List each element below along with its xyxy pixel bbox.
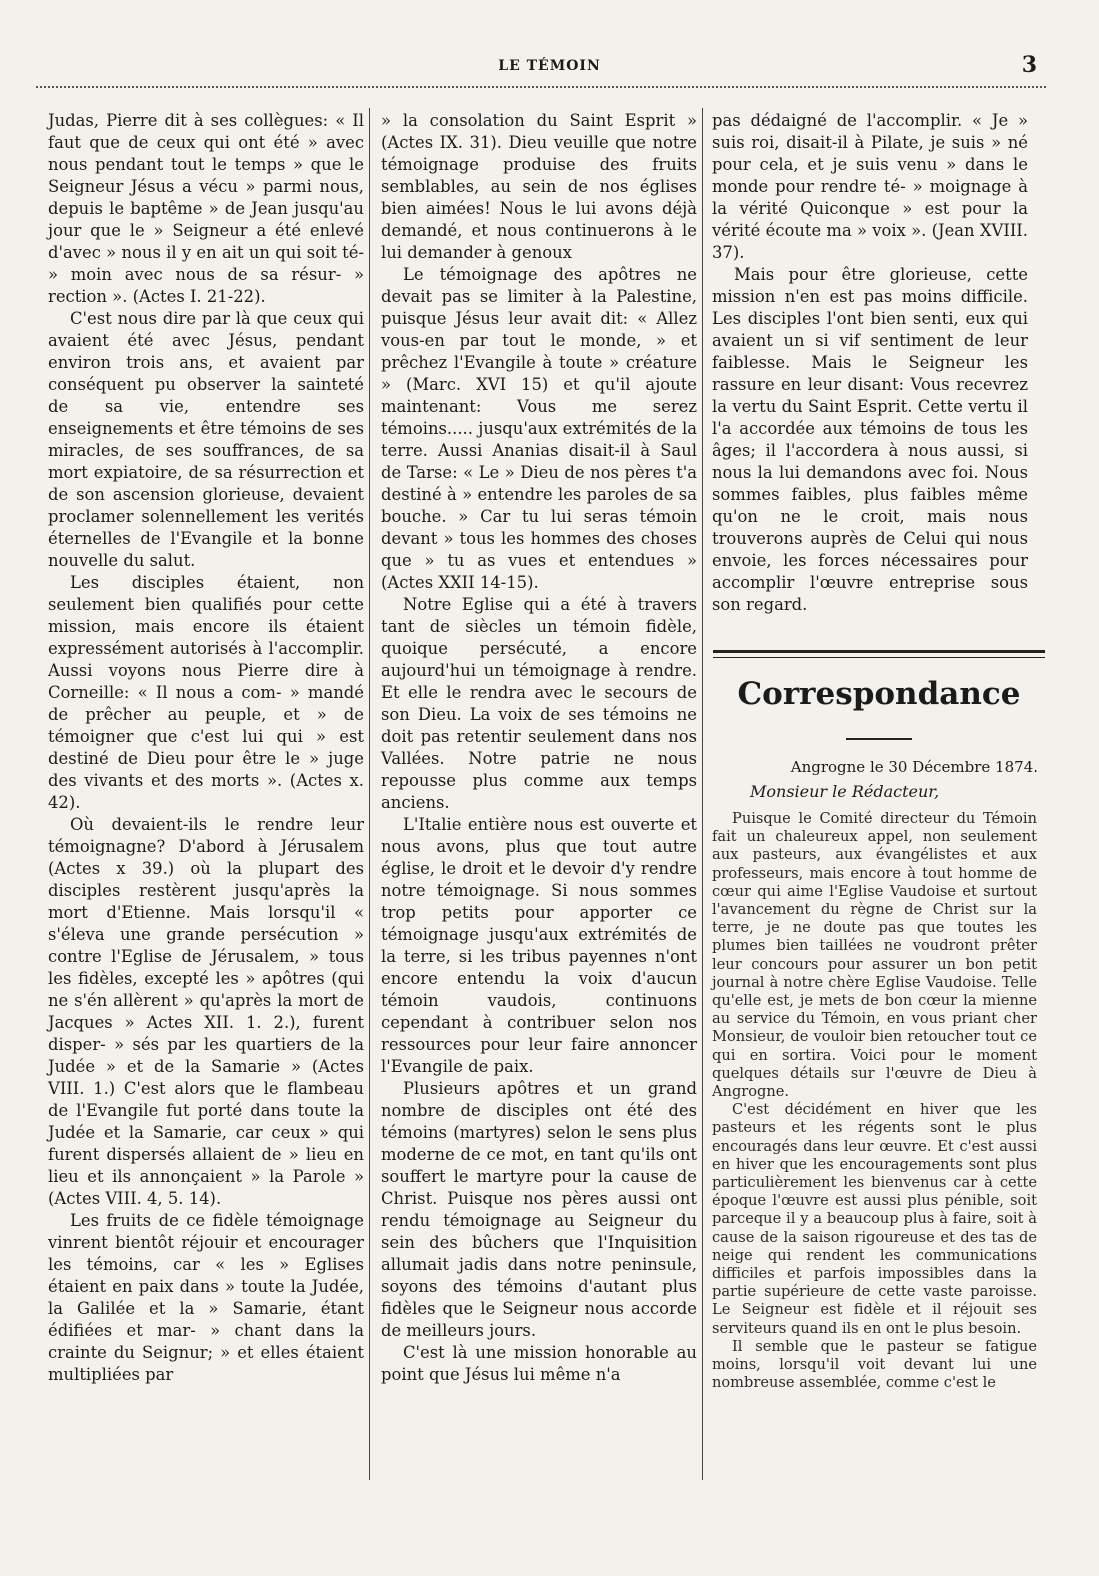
article-column-3: [712, 110, 1028, 616]
paragraph: Mais pour être glorieuse, cette mission n'en est pas moins difficile. Les disciples l'ont bien senti, eux qui avaient un si vif sentiment de leur faiblesse. Mais le Seigneur les rassure en leur disant: Vous recevrez la vertu du Saint Esprit. Cette vertu il l'a accordée aux témoins de tous les âges; il l'accordera à nous aussi, si nous la lui demandons avec foi. Nous sommes faibles, plus faibles même qu'on ne le croit, mais nous trouverons auprès de Celui qui nous envoie, les forces nécessaires pour accomplir l'œuvre entreprise sous son regard.: [712, 265, 1028, 614]
section-divider: [713, 650, 1045, 658]
paragraph: Judas, Pierre dit à ses collègues: « Il faut que de ceux qui ont été » avec nous pendant tout le temps » que le Seigneur Jésus a vécu » parmi nous, depuis le baptême » de Jean jusqu'au jour que le » Seigneur a été enlevé d'avec » nous il y en ait un qui soit té- » moin avec nous de sa résur- » rection ». (Actes I. 21-22).: [48, 111, 364, 306]
paragraph: C'est nous dire par là que ceux qui avaient été avec Jésus, pendant environ trois ans, et avaient par conséquent pu observer la sainteté de sa vie, entendre ses enseignements et être témoins de ses miracles, de ses souffrances, de sa mort expiatoire, de sa résurrection et de son ascension glorieuse, devaient proclamer solennellement les verités éternelles de l'Evangile et la bonne nouvelle du salut.: [48, 309, 364, 570]
paragraph: Les fruits de ce fidèle témoignage vinrent bientôt réjouir et encourager les témoins, car « les » Eglises étaient en paix dans » toute la Judée, la Galilée et la » Samarie, étant édifiées et mar- » chant dans la crainte du Seignur; » et elles étaient multipliées par: [48, 1211, 364, 1384]
letter-body: [712, 810, 1037, 1393]
page-number: 3: [1021, 52, 1037, 78]
paragraph: Puisque le Comité directeur du Témoin fait un chaleureux appel, non seulement aux pasteurs, aux évangélistes et aux professeurs, mais encore à tout homme de cœur qui aime l'Eglise Vaudoise et surtout l'avancement du règne de Christ sur la terre, je ne doute pas que toutes les plumes bien taillées ne voudront prêter leur concours pour assurer un bon petit journal à notre chère Eglise Vaudoise. Telle qu'elle est, je mets de bon cœur la mienne au service du Témoin, en vous priant cher Monsieur, de vouloir bien retoucher tout ce qui en sortira. Voici pour le moment quelques détails sur l'œuvre de Dieu à Angrogne.: [712, 810, 1037, 1101]
running-header: LE TÉMOIN: [498, 58, 601, 74]
header-rule: [36, 86, 1046, 90]
heading-rule: [846, 738, 912, 740]
paragraph: Où devaient-ils le rendre leur témoignagne? D'abord à Jérusalem (Actes x 39.) où la plupart des disciples restèrent jusqu'après la mort d'Etienne. Mais lorsqu'il « s'éleva une grande persécution » contre l'Eglise de Jérusalem, » tous les fidèles, excepté les » apôtres (qui ne s'én allèrent » qu'après la mort de Jacques » Actes XII. 1. 2.), furent disper- » sés par les quartiers de la Judée » et de la Samarie » (Actes VIII. 1.) C'est alors que le flambeau de l'Evangile fut porté dans toute la Judée et la Samarie, car ceux » qui furent dispersés allaient de » lieu en lieu et ils annonçaient » la Parole » (Actes VIII. 4, 5. 14).: [48, 815, 364, 1208]
paragraph: Notre Eglise qui a été à travers tant de siècles un témoin fidèle, quoique persécuté, a encore aujourd'hui un témoignage à rendre. Et elle le rendra avec le secours de son Dieu. La voix de ses témoins ne doit pas retentir seulement dans nos Vallées. Notre patrie ne nous repousse plus comme aux temps anciens.: [381, 595, 697, 812]
paragraph: Plusieurs apôtres et un grand nombre de disciples ont été des témoins (martyres) selon le sens plus moderne de ce mot, en tant qu'ils ont souffert le martyre pour la cause de Christ. Puisque nos pères aussi ont rendu témoignage au Seigneur du sein des bûchers que l'Inquisition allumait jadis dans notre peninsule, soyons des témoins d'autant plus fidèles que le Seigneur nous accorde de meilleurs jours.: [381, 1079, 697, 1340]
paragraph: Il semble que le pasteur se fatigue moins, lorsqu'il voit devant lui une nombreuse assemblée, comme c'est le: [712, 1337, 1037, 1392]
paragraph: » la consolation du Saint Esprit » (Actes IX. 31). Dieu veuille que notre témoignage produise des fruits semblables, au sein de nos églises bien aimées! Nous le lui avons déjà demandé, et nous continuerons à le lui demander à genoux: [381, 111, 697, 262]
article-column-2: [381, 110, 697, 1386]
paragraph: C'est décidément en hiver que les pasteurs et les régents sont le plus encouragés dans leur œuvre. Et c'est aussi en hiver que les encouragements sont plus particulièrement les bienvenus car à cette époque l'œuvre est aussi plus pénible, soit parceque il y a beaucoup plus à faire, soit à cause de la saison rigoureuse et des tas de neige qui rendent les communications difficiles et parfois impossibles dans la partie supérieure de cette vaste paroisse. Le Seigneur est fidèle et il réjouit ses serviteurs quand ils en ont le plus besoin.: [712, 1101, 1037, 1337]
paragraph: Le témoignage des apôtres ne devait pas se limiter à la Palestine, puisque Jésus leur avait dit: « Allez vous-en par tout le monde, » et prêchez l'Evangile à toute » créature » (Marc. XVI 15) et qu'il ajoute maintenant: Vous me serez témoins..... jusqu'aux extrémités de la terre. Aussi Ananias disait-il à Saul de Tarse: « Le » Dieu de nos pères t'a destiné à » entendre les paroles de sa bouche. » Car tu lui seras témoin devant » tous les hommes des choses que » tu as vues et entendues » (Actes XXII 14-15).: [381, 265, 697, 592]
salutation: Monsieur le Rédacteur,: [750, 782, 940, 801]
column-divider: [702, 108, 703, 1480]
paragraph: pas dédaigné de l'accomplir. « Je » suis roi, disait-il à Pilate, je suis » né pour cela, et je suis venu » dans le monde pour rendre té- » moignage à la vérité Quiconque » est pour la vérité écoute ma » voix ». (Jean XVIII. 37).: [712, 111, 1028, 262]
paragraph: Les disciples étaient, non seulement bien qualifiés pour cette mission, mais encore ils étaient expressément autorisés à l'accomplir. Aussi voyons nous Pierre dire à Corneille: « Il nous a com- » mandé de prêcher au peuple, et » de témoigner que c'est lui qui » est destiné de Dieu pour être le » juge des vivants et des morts ». (Actes x. 42).: [48, 573, 364, 812]
paragraph: C'est là une mission honorable au point que Jésus lui même n'a: [381, 1343, 697, 1384]
dateline: Angrogne le 30 Décembre 1874.: [790, 758, 1038, 776]
article-column-1: [48, 110, 364, 1386]
column-divider: [369, 108, 370, 1480]
paragraph: L'Italie entière nous est ouverte et nous avons, plus que tout autre église, le droit et le devoir d'y rendre notre témoignage. Si nous sommes trop petits pour apporter ce témoignage jusqu'aux extrémités de la terre, si les tribus payennes n'ont encore entendu la voix d'aucun témoin vaudois, continuons cependant à contribuer selon nos ressources pour leur faire annoncer l'Evangile de paix.: [381, 815, 697, 1076]
section-heading: Correspondance: [737, 676, 1021, 712]
